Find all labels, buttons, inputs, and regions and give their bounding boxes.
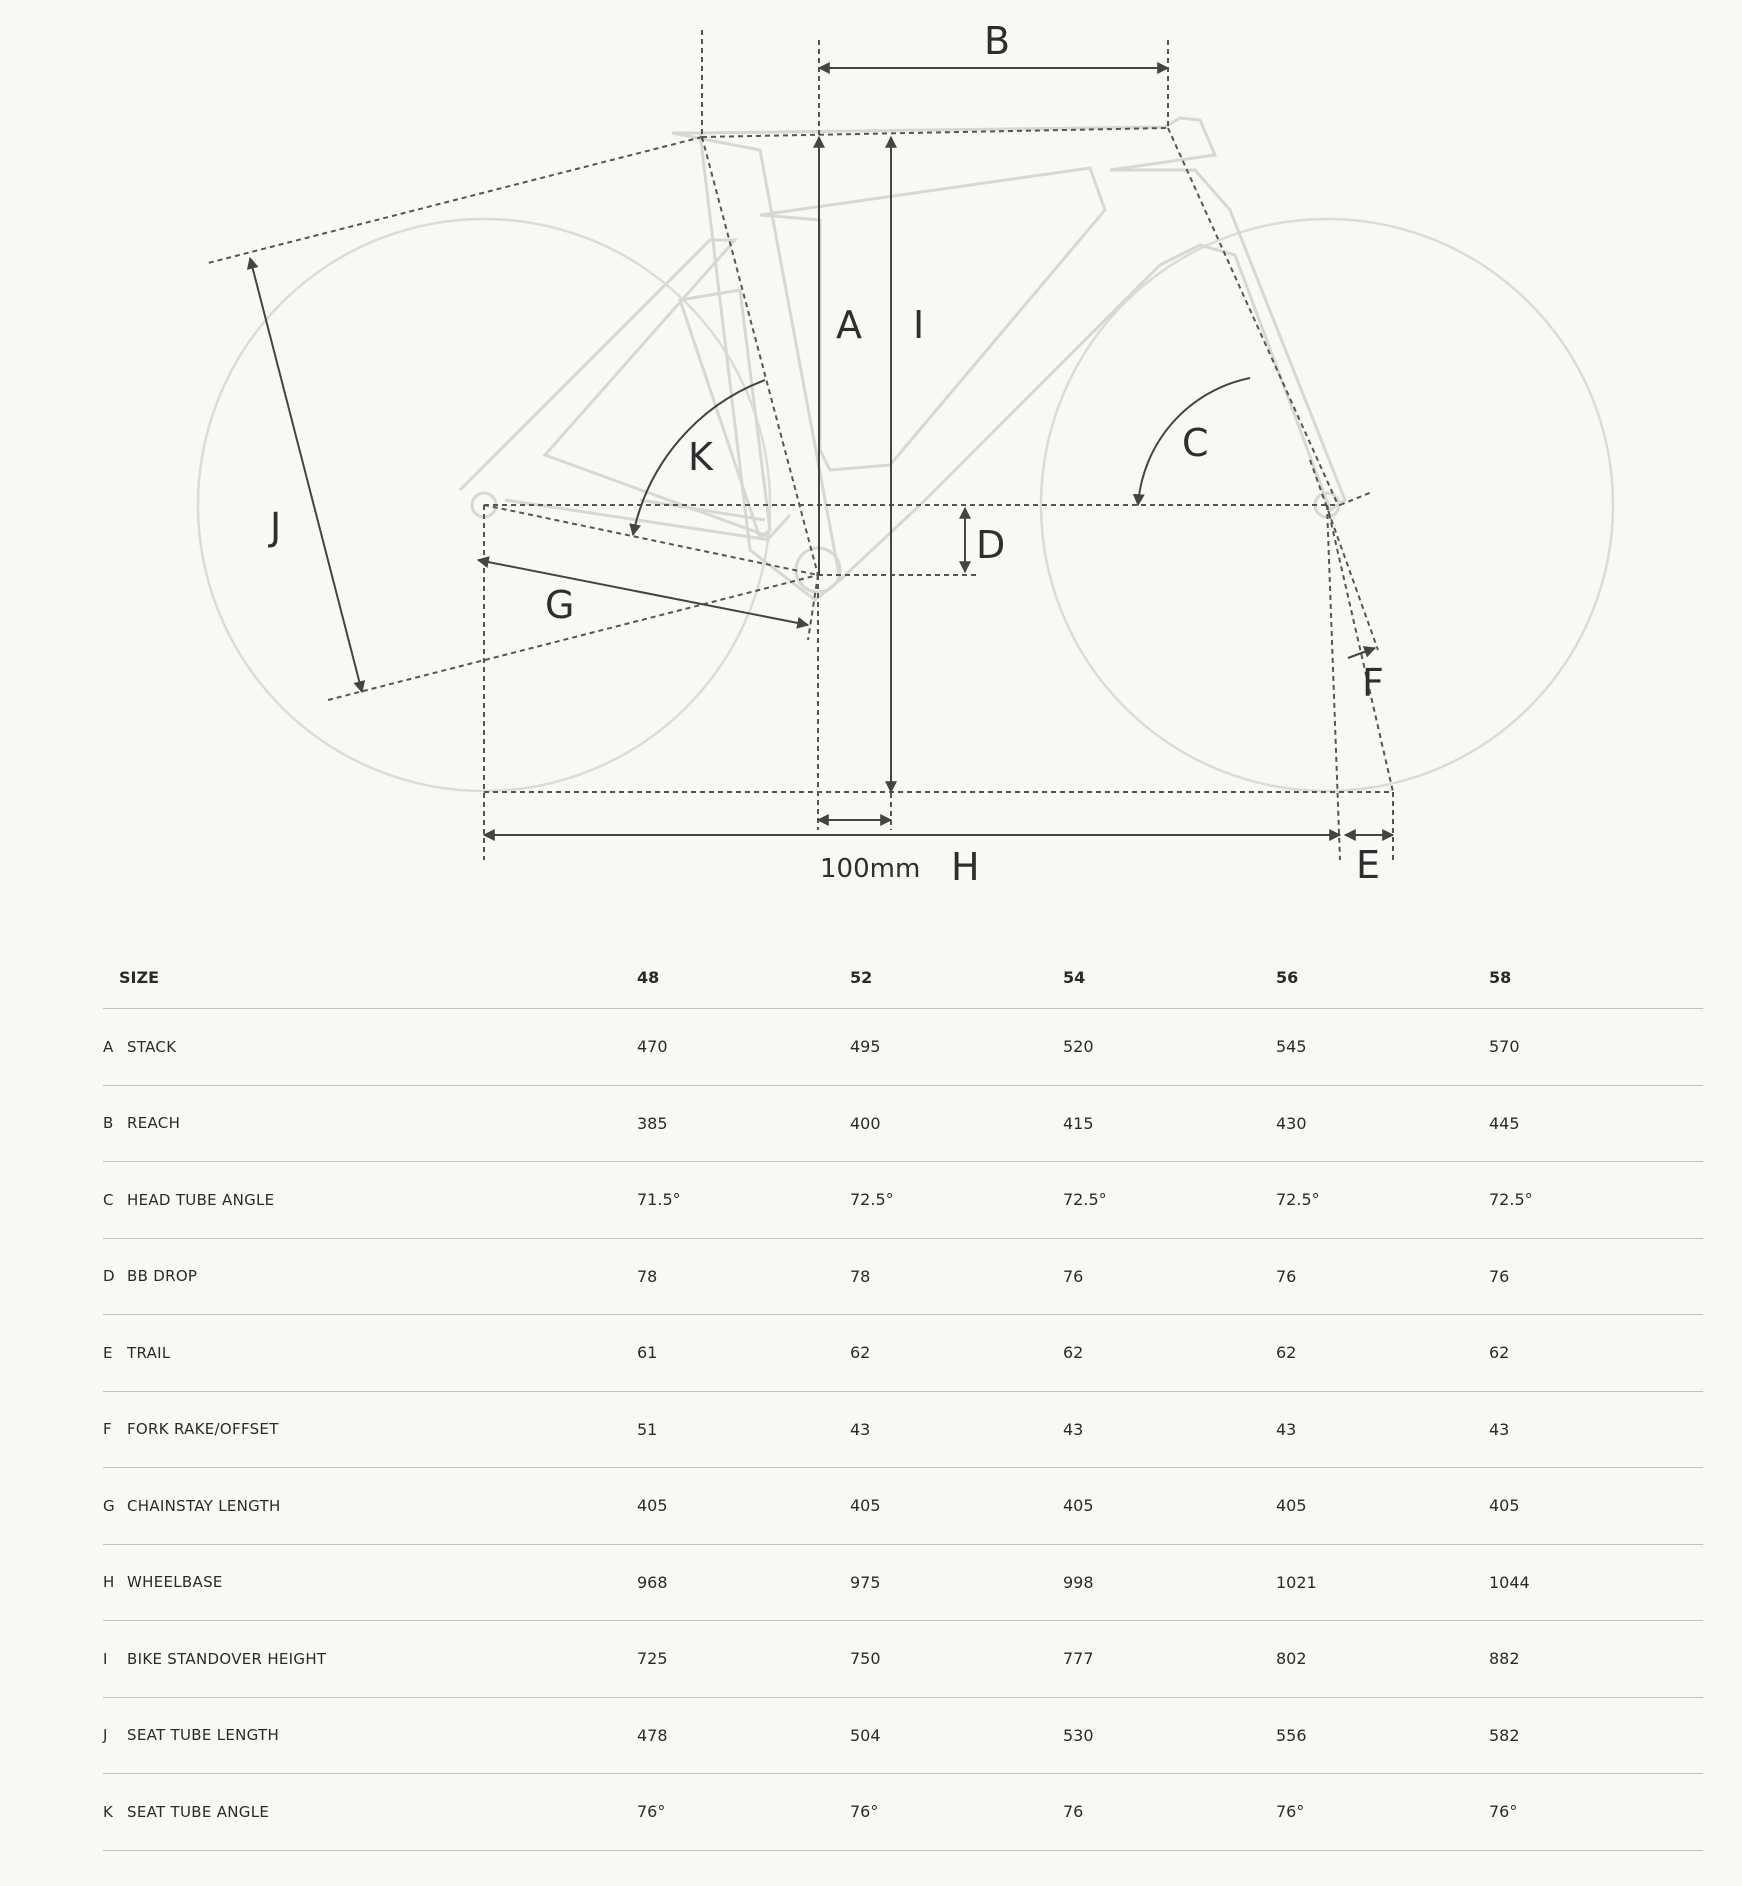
table-cell: 405 bbox=[1063, 1496, 1094, 1516]
measurement-letter: C bbox=[103, 1190, 114, 1209]
measurement-label bbox=[103, 1468, 281, 1544]
measurement-label bbox=[103, 1086, 180, 1162]
table-cell: 62 bbox=[1276, 1343, 1297, 1363]
measurement-letter: A bbox=[103, 1037, 114, 1056]
table-row bbox=[103, 1774, 1703, 1851]
table-cell: 478 bbox=[637, 1725, 668, 1745]
table-cell: 72.5° bbox=[1489, 1190, 1533, 1210]
table-cell: 62 bbox=[1063, 1343, 1084, 1363]
size-col-header: 58 bbox=[1489, 968, 1512, 987]
table-cell: 43 bbox=[1063, 1419, 1084, 1439]
table-cell: 76° bbox=[1489, 1802, 1518, 1822]
measurement-label bbox=[103, 1392, 279, 1468]
table-cell: 405 bbox=[1276, 1496, 1307, 1516]
measurement-letter: D bbox=[103, 1267, 115, 1286]
bike-geometry-diagram bbox=[0, 0, 1742, 900]
table-cell: 62 bbox=[850, 1343, 871, 1363]
measurement-label bbox=[103, 1545, 223, 1621]
measurement-label bbox=[103, 1621, 326, 1697]
measurement-name: CHAINSTAY LENGTH bbox=[127, 1496, 281, 1515]
table-cell: 405 bbox=[1489, 1496, 1520, 1516]
table-row bbox=[103, 1009, 1703, 1086]
table-cell: 968 bbox=[637, 1572, 668, 1592]
measurement-letter: E bbox=[103, 1343, 113, 1362]
table-cell: 76 bbox=[1276, 1266, 1297, 1286]
table-row bbox=[103, 1162, 1703, 1239]
measurement-name: SEAT TUBE ANGLE bbox=[127, 1802, 270, 1821]
table-cell: 725 bbox=[637, 1649, 668, 1669]
measurement-letter: J bbox=[103, 1726, 108, 1745]
measurement-label bbox=[103, 1774, 269, 1850]
table-cell: 504 bbox=[850, 1725, 881, 1745]
measurement-name: HEAD TUBE ANGLE bbox=[127, 1190, 275, 1209]
table-cell: 76 bbox=[1063, 1266, 1084, 1286]
table-row bbox=[103, 1621, 1703, 1698]
label-k: K bbox=[688, 435, 713, 479]
measurement-name: STACK bbox=[127, 1037, 177, 1056]
table-cell: 530 bbox=[1063, 1725, 1094, 1745]
table-row bbox=[103, 1545, 1703, 1622]
measurement-label bbox=[103, 1315, 171, 1391]
size-col-header: 52 bbox=[850, 968, 873, 987]
table-cell: 777 bbox=[1063, 1649, 1094, 1669]
table-cell: 72.5° bbox=[1276, 1190, 1320, 1210]
table-row bbox=[103, 1315, 1703, 1392]
measurement-name: BIKE STANDOVER HEIGHT bbox=[127, 1649, 327, 1668]
label-g: G bbox=[545, 583, 575, 627]
table-cell: 72.5° bbox=[850, 1190, 894, 1210]
table-cell: 998 bbox=[1063, 1572, 1094, 1592]
size-col-header: 54 bbox=[1063, 968, 1086, 987]
table-row bbox=[103, 1468, 1703, 1545]
table-row bbox=[103, 1392, 1703, 1469]
table-cell: 61 bbox=[637, 1343, 658, 1363]
table-cell: 385 bbox=[637, 1113, 668, 1133]
table-row bbox=[103, 1086, 1703, 1163]
table-cell: 43 bbox=[1276, 1419, 1297, 1439]
table-cell: 62 bbox=[1489, 1343, 1510, 1363]
size-col-header: 48 bbox=[637, 968, 660, 987]
table-cell: 556 bbox=[1276, 1725, 1307, 1745]
label-b: B bbox=[984, 19, 1011, 63]
measurement-name: REACH bbox=[127, 1114, 181, 1133]
table-cell: 430 bbox=[1276, 1113, 1307, 1133]
table-cell: 43 bbox=[1489, 1419, 1510, 1439]
label-h: H bbox=[951, 845, 980, 889]
size-header: SIZE bbox=[119, 968, 160, 987]
table-cell: 78 bbox=[850, 1266, 871, 1286]
label-i: I bbox=[913, 303, 925, 347]
table-body bbox=[103, 1009, 1703, 1851]
table-header-row bbox=[103, 947, 1703, 1009]
table-cell: 582 bbox=[1489, 1725, 1520, 1745]
table-cell: 520 bbox=[1063, 1037, 1094, 1057]
table-cell: 71.5° bbox=[637, 1190, 681, 1210]
table-cell: 78 bbox=[637, 1266, 658, 1286]
table-cell: 76° bbox=[850, 1802, 879, 1822]
measurement-label bbox=[103, 1162, 274, 1238]
table-cell: 1021 bbox=[1276, 1572, 1317, 1592]
table-cell: 470 bbox=[637, 1037, 668, 1057]
measurement-letter: I bbox=[103, 1649, 108, 1668]
label-100mm: 100mm bbox=[820, 854, 921, 884]
table-cell: 882 bbox=[1489, 1649, 1520, 1669]
table-cell: 51 bbox=[637, 1419, 658, 1439]
label-c: C bbox=[1182, 421, 1209, 465]
measurement-label bbox=[103, 1698, 279, 1774]
table-cell: 43 bbox=[850, 1419, 871, 1439]
table-cell: 415 bbox=[1063, 1113, 1094, 1133]
label-j: J bbox=[270, 505, 282, 549]
size-col-header: 56 bbox=[1276, 968, 1299, 987]
table-row bbox=[103, 1239, 1703, 1316]
table-cell: 400 bbox=[850, 1113, 881, 1133]
measurement-letter: B bbox=[103, 1114, 114, 1133]
measurement-name: BB DROP bbox=[127, 1267, 198, 1286]
table-cell: 405 bbox=[850, 1496, 881, 1516]
table-cell: 445 bbox=[1489, 1113, 1520, 1133]
table-cell: 802 bbox=[1276, 1649, 1307, 1669]
label-f: F bbox=[1362, 661, 1384, 705]
table-cell: 76 bbox=[1063, 1802, 1084, 1822]
table-cell: 495 bbox=[850, 1037, 881, 1057]
measurement-name: SEAT TUBE LENGTH bbox=[127, 1726, 280, 1745]
measurement-name: TRAIL bbox=[127, 1343, 171, 1362]
measurement-letter: F bbox=[103, 1420, 112, 1439]
table-cell: 1044 bbox=[1489, 1572, 1530, 1592]
measurement-letter: H bbox=[103, 1573, 115, 1592]
measurement-name: FORK RAKE/OFFSET bbox=[127, 1420, 279, 1439]
table-cell: 975 bbox=[850, 1572, 881, 1592]
label-e: E bbox=[1356, 843, 1381, 887]
table-cell: 72.5° bbox=[1063, 1190, 1107, 1210]
table-cell: 405 bbox=[637, 1496, 668, 1516]
table-cell: 76° bbox=[637, 1802, 666, 1822]
table-cell: 750 bbox=[850, 1649, 881, 1669]
measurement-label bbox=[103, 1239, 197, 1315]
label-d: D bbox=[976, 523, 1006, 567]
measurement-label bbox=[103, 1009, 176, 1085]
label-a: A bbox=[836, 303, 862, 347]
table-cell: 545 bbox=[1276, 1037, 1307, 1057]
table-row bbox=[103, 1698, 1703, 1775]
measurement-letter: K bbox=[103, 1802, 113, 1821]
measurement-name: WHEELBASE bbox=[127, 1573, 223, 1592]
table-cell: 76° bbox=[1276, 1802, 1305, 1822]
geometry-table bbox=[103, 947, 1703, 1851]
table-cell: 76 bbox=[1489, 1266, 1510, 1286]
measurement-letter: G bbox=[103, 1496, 115, 1515]
table-cell: 570 bbox=[1489, 1037, 1520, 1057]
